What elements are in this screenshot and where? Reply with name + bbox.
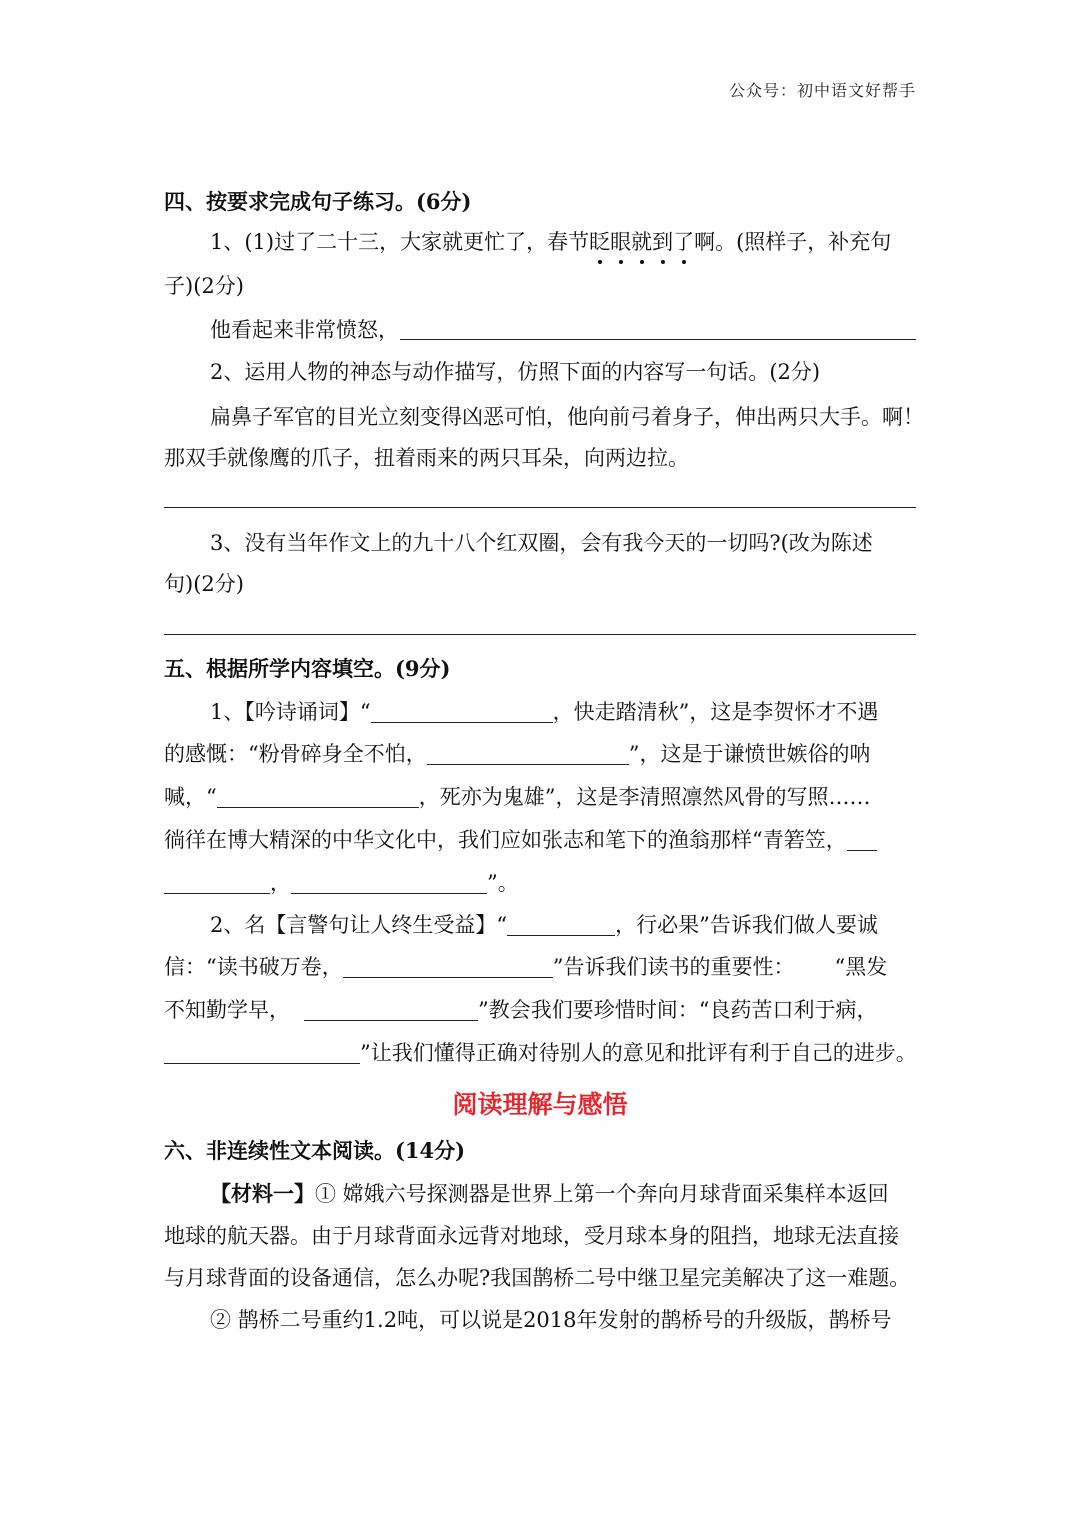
fill-text: 徜徉在博大精深的中华文化中，我们应如张志和笔下的渔翁那样“青箬笠， [164, 828, 847, 852]
fill-text: ”，这是于谦愤世嫉俗的呐 [628, 742, 871, 766]
blank-line[interactable] [343, 955, 553, 978]
blank-line[interactable] [304, 998, 478, 1021]
fill-line-6 [210, 911, 878, 939]
q2-text: 2、运用人物的神态与动作描写，仿照下面的内容写一句话。(2分) [210, 360, 821, 384]
q2-answer-line[interactable] [164, 507, 916, 508]
fill-line-1 [210, 698, 878, 726]
emphasis-char: 了 [673, 230, 695, 254]
q3-line-2: 句)(2分) [164, 572, 244, 596]
fill-text: ，行必果”告诉我们做人要诚 [615, 913, 878, 937]
fill-text: 不知勤学早， [164, 998, 290, 1022]
fill-text: ”。 [487, 871, 519, 895]
section-6-title: 六、非连续性文本阅读。(14分) [164, 1138, 466, 1163]
fill-text: ，快走踏清秋”，这是李贺怀才不遇 [552, 700, 879, 724]
fill-line-9 [164, 1039, 917, 1067]
blank-line[interactable] [371, 700, 553, 723]
material-text: ① 嫦娥六号探测器是世界上第一个奔向月球背面采集样本返回 [315, 1182, 889, 1206]
q1-text-a: 1、(1)过了二十三，大家就更忙了，春节 [210, 230, 590, 254]
q1-line-1 [210, 228, 891, 256]
q2-example-1: 扁鼻子军官的目光立刻变得凶恶可怕，他向前弓着身子，伸出两只大手。啊！ [210, 405, 924, 429]
blank-line[interactable] [291, 871, 487, 894]
q3-line-1: 3、没有当年作文上的九十八个红双圈，会有我今天的一切吗?(改为陈述 [210, 531, 873, 555]
emphasis-char: 眼 [610, 230, 632, 254]
fill-text: 的感慨：“粉骨碎身全不怕， [164, 742, 427, 766]
q2-example-2: 那双手就像鹰的爪子，扭着雨来的两只耳朵，向两边拉。 [164, 446, 689, 470]
section-4-title: 四、按要求完成句子练习。(6分) [164, 189, 472, 214]
q1-text-b: 啊。(照样子，补充句 [694, 230, 892, 254]
emphasis-char: 眨 [589, 230, 611, 254]
fill-text: 1、【吟诗诵词】“ [210, 700, 371, 724]
fill-line-8 [164, 996, 877, 1024]
section-5-title: 五、根据所学内容填空。(9分) [164, 656, 451, 681]
q3-answer-line[interactable] [164, 634, 916, 635]
fill-line-4 [164, 826, 877, 854]
fill-line-3 [164, 783, 870, 811]
fill-text: ”教会我们要珍惜时间：“良药苦口利于病， [478, 998, 878, 1022]
blank-line[interactable] [847, 828, 877, 851]
material-1-label: 【材料一】 [210, 1181, 315, 1206]
fill-line-5 [164, 869, 519, 897]
emphasis-char: 到 [652, 230, 674, 254]
fill-text: 2、名【言警句让人终生受益】“ [210, 913, 508, 937]
fill-text: “黑发 [834, 955, 888, 979]
fill-text: 喊，“ [164, 785, 217, 809]
reading-section-title: 阅读理解与感悟 [452, 1090, 628, 1119]
material-1-line-1 [210, 1180, 889, 1208]
material-2-line-1: ② 鹊桥二号重约1.2吨，可以说是2018年发射的鹊桥号的升级版，鹊桥号 [210, 1308, 892, 1332]
blank-line[interactable] [427, 742, 629, 765]
emphasis-char: 就 [631, 230, 653, 254]
blank-line[interactable] [507, 913, 615, 936]
fill-text: ，死亦为鬼雄”，这是李清照凛然风骨的写照…… [418, 785, 871, 809]
blank-line[interactable] [217, 785, 419, 808]
wechat-header: 公众号：初中语文好帮手 [728, 81, 916, 100]
blank-line[interactable] [164, 1041, 360, 1064]
fill-text: ”让我们懂得正确对待别人的意见和批评有利于自己的进步。 [360, 1041, 917, 1065]
material-1-line-2: 地球的航天器。由于月球背面永远背对地球，受月球本身的阻挡，地球无法直接 [164, 1224, 899, 1248]
q1-line-2: 子)(2分) [164, 274, 244, 298]
fill-line-2 [164, 740, 871, 768]
fill-line-7 [164, 953, 887, 981]
fill-text: ， [270, 871, 291, 895]
fill-text: 信：“读书破万卷， [164, 955, 343, 979]
q1-prompt: 他看起来非常愤怒， [210, 318, 399, 342]
material-1-line-3: 与月球背面的设备通信，怎么办呢?我国鹊桥二号中继卫星完美解决了这一难题。 [164, 1266, 911, 1290]
fill-text: ”告诉我们读书的重要性： [552, 955, 795, 979]
blank-line[interactable] [164, 871, 270, 894]
q1-answer-line[interactable] [400, 339, 916, 340]
